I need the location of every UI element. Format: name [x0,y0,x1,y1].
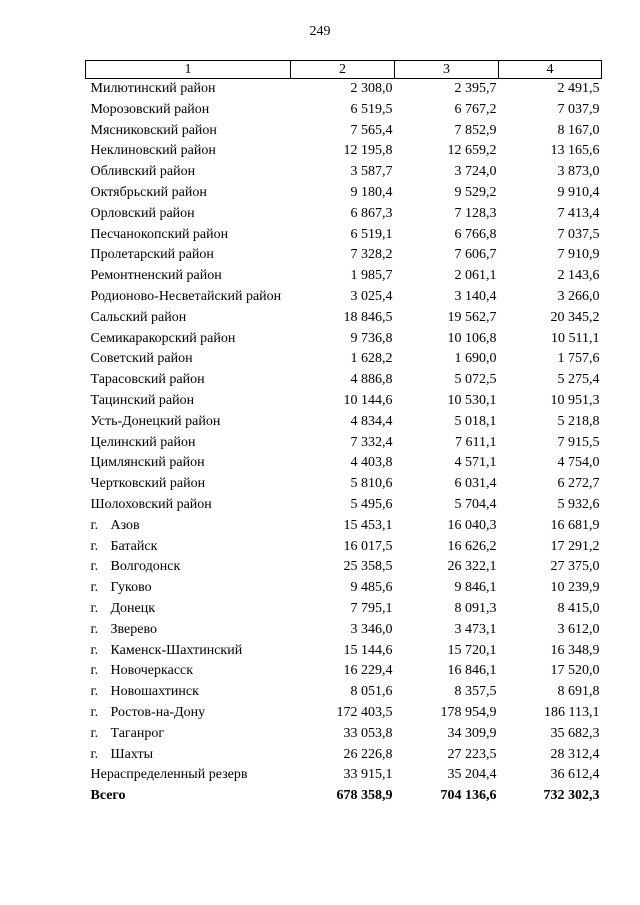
value-col-4: 20 345,2 [550,309,600,325]
value-col-4: 3 612,0 [557,621,600,637]
row-name-cell [86,703,291,724]
value-col-3: 16 040,3 [447,517,497,533]
table-row [86,162,602,183]
value-col-4: 16 348,9 [550,642,600,658]
value-col-4: 4 754,0 [557,455,600,471]
table-body [86,79,602,807]
value-col-3: 6 767,2 [454,101,497,117]
value-col-2: 6 519,1 [350,226,393,242]
row-name-cell [86,724,291,745]
value-col-3: 4 571,1 [454,455,497,471]
row-name: Неклиновский район [90,143,216,159]
value-col-3: 16 846,1 [447,663,497,679]
row-name: Новошахтинск [110,684,199,700]
row-name: Семикаракорский район [90,330,236,346]
row-name: Октябрьский район [90,184,207,200]
value-col-3: 10 530,1 [447,392,497,408]
row-name-cell [86,245,291,266]
row-name-cell [86,557,291,578]
row-name-cell [86,287,291,308]
value-col-4: 5 932,6 [557,496,600,512]
value-col-4: 5 218,8 [557,413,600,429]
row-name: Каменск-Шахтинский [110,642,243,658]
city-prefix: г. [90,517,99,533]
row-name-cell [86,308,291,329]
table-row [86,349,602,370]
row-name-cell [86,537,291,558]
row-name: Усть-Донецкий район [90,413,221,429]
row-name-cell [86,682,291,703]
value-col-2: 5 495,6 [350,496,393,512]
city-prefix: г. [90,746,99,762]
table-row [86,765,602,786]
budget-table [85,60,602,807]
value-col-4: 3 266,0 [557,288,600,304]
value-col-2: 1 628,2 [350,351,393,367]
table-row [86,100,602,121]
table-row [86,516,602,537]
row-name-cell [86,495,291,516]
table-row [86,745,602,766]
row-name: Шахты [110,746,154,762]
row-name-cell [86,474,291,495]
row-name-cell [86,599,291,620]
value-col-4: 7 037,5 [557,226,600,242]
table-row [86,433,602,454]
table-row [86,495,602,516]
value-col-3: 178 954,9 [440,704,497,720]
column-header-4: 4 [499,61,602,79]
value-col-4: 2 491,5 [557,81,600,96]
value-col-4: 7 037,9 [557,101,600,117]
value-col-2: 16 017,5 [343,538,393,554]
table-row [86,703,602,724]
value-col-4: 5 275,4 [557,372,600,388]
table-row [86,79,602,100]
value-col-2: 25 358,5 [343,559,393,575]
value-col-2: 1 985,7 [350,268,393,284]
row-name: Целинский район [90,434,196,450]
row-name: Шолоховский район [90,496,212,512]
total-row [86,786,602,807]
value-col-3: 26 322,1 [447,559,497,575]
row-name-cell [86,225,291,246]
city-prefix: г. [90,663,99,679]
row-name-cell [86,433,291,454]
row-name-cell [86,349,291,370]
city-prefix: г. [90,684,99,700]
value-col-4: 1 757,6 [557,351,600,367]
value-col-3: 1 690,0 [454,351,497,367]
value-col-4: 8 415,0 [557,600,600,616]
table-row [86,370,602,391]
value-col-2: 15 453,1 [343,517,393,533]
value-col-2: 15 144,6 [343,642,393,658]
table-row [86,599,602,620]
row-name-cell [86,765,291,786]
value-col-3: 12 659,2 [447,143,497,159]
value-col-4: 10 951,3 [550,392,600,408]
table-row [86,620,602,641]
value-col-3: 3 724,0 [454,164,497,180]
row-name-cell [86,100,291,121]
row-name-cell [86,661,291,682]
row-name-cell [86,121,291,142]
value-col-2: 33 053,8 [343,725,393,741]
table-row [86,474,602,495]
city-prefix: г. [90,600,99,616]
value-col-2: 4 403,8 [350,455,393,471]
city-prefix: г. [90,725,99,741]
row-name-cell [86,516,291,537]
value-col-2: 18 846,5 [343,309,393,325]
row-name-cell [86,204,291,225]
city-prefix: г. [90,559,99,575]
table-row [86,724,602,745]
row-name: Орловский район [90,205,195,221]
table-row [86,578,602,599]
value-col-4: 7 413,4 [557,205,600,221]
row-name-cell [86,183,291,204]
value-col-4: 17 291,2 [550,538,600,554]
row-name-cell [86,141,291,162]
row-name: Мясниковский район [90,122,217,138]
value-col-3: 19 562,7 [447,309,497,325]
row-name: Новочеркасск [110,663,194,679]
value-col-4: 6 272,7 [557,476,600,492]
value-col-3: 8 357,5 [454,684,497,700]
value-col-4: 27 375,0 [550,559,600,575]
row-name: Морозовский район [90,101,210,117]
table-header-row [86,61,602,79]
value-col-2: 6 867,3 [350,205,393,221]
value-col-2: 16 229,4 [343,663,393,679]
table-row [86,141,602,162]
row-name: Зверево [110,621,157,637]
value-col-3: 5 072,5 [454,372,497,388]
row-name: Милютинский район [90,81,216,96]
city-prefix: г. [90,621,99,637]
value-col-3: 2 061,1 [454,268,497,284]
table-row [86,682,602,703]
row-name-cell [86,391,291,412]
row-name: Донецк [110,600,156,616]
value-col-3: 6 031,4 [454,476,497,492]
row-name: Азов [110,517,140,533]
table-row [86,412,602,433]
value-col-2: 3 346,0 [350,621,393,637]
row-name: Ростов-на-Дону [110,704,206,720]
value-col-4: 9 910,4 [557,184,600,200]
table-row [86,121,602,142]
row-name: Таганрог [110,725,165,741]
table-row [86,183,602,204]
row-name: Родионово-Несветайский район [90,288,282,304]
table-row [86,287,602,308]
value-col-2: 6 519,5 [350,101,393,117]
value-col-2: 3 587,7 [350,164,393,180]
value-col-4: 13 165,6 [550,143,600,159]
row-name: Чертковский район [90,476,206,492]
value-col-2: 172 403,5 [336,704,393,720]
value-col-3: 3 140,4 [454,288,497,304]
value-col-3: 15 720,1 [447,642,497,658]
row-name: Батайск [110,538,158,554]
row-name-cell [86,266,291,287]
row-name: Гуково [110,580,152,596]
row-name: Тарасовский район [90,372,205,388]
value-col-3: 10 106,8 [447,330,497,346]
value-col-2: 4 834,4 [350,413,393,429]
value-col-4: 3 873,0 [557,164,600,180]
row-name: Ремонтненский район [90,268,222,284]
total-col-3: 704 136,6 [440,788,497,804]
row-name-cell [86,620,291,641]
value-col-3: 7 128,3 [454,205,497,221]
value-col-4: 17 520,0 [550,663,600,679]
value-col-4: 36 612,4 [550,767,600,783]
value-col-2: 4 886,8 [350,372,393,388]
row-name-cell [86,641,291,662]
value-col-3: 7 611,1 [455,434,497,450]
table-row [86,329,602,350]
row-name: Пролетарский район [90,247,214,263]
row-name: Нераспределенный резерв [90,767,248,783]
value-col-4: 8 167,0 [557,122,600,138]
value-col-2: 8 051,6 [350,684,393,700]
table-row [86,661,602,682]
row-name-cell [86,162,291,183]
value-col-4: 7 915,5 [557,434,600,450]
city-prefix: г. [90,580,99,596]
column-header-3: 3 [395,61,499,79]
table-row [86,537,602,558]
value-col-3: 16 626,2 [447,538,497,554]
column-header-1: 1 [86,61,291,79]
value-col-3: 2 395,7 [454,81,497,96]
row-name-cell [86,412,291,433]
table-row [86,641,602,662]
row-name-cell [86,329,291,350]
value-col-3: 27 223,5 [447,746,497,762]
value-col-3: 9 529,2 [454,184,497,200]
row-name-cell [86,370,291,391]
value-col-2: 7 795,1 [350,600,393,616]
table-row [86,204,602,225]
value-col-3: 9 846,1 [454,580,497,596]
city-prefix: г. [90,642,99,658]
row-name: Обливский район [90,164,196,180]
value-col-3: 35 204,4 [447,767,497,783]
city-prefix: г. [90,538,99,554]
value-col-4: 2 143,6 [557,268,600,284]
value-col-2: 33 915,1 [343,767,393,783]
table-row [86,391,602,412]
value-col-2: 10 144,6 [343,392,393,408]
city-prefix: г. [90,704,99,720]
value-col-4: 186 113,1 [544,704,600,720]
table-row [86,245,602,266]
row-name-cell [86,578,291,599]
value-col-2: 26 226,8 [343,746,393,762]
value-col-3: 8 091,3 [454,600,497,616]
value-col-4: 35 682,3 [550,725,600,741]
table-row [86,453,602,474]
value-col-2: 7 328,2 [350,247,393,263]
value-col-4: 10 239,9 [550,580,600,596]
total-label: Всего [90,788,126,804]
value-col-3: 6 766,8 [454,226,497,242]
total-col-2: 678 358,9 [336,788,393,804]
value-col-2: 12 195,8 [343,143,393,159]
value-col-2: 9 180,4 [350,184,393,200]
row-name: Волгодонск [110,559,181,575]
value-col-3: 5 018,1 [454,413,497,429]
row-name: Цимлянский район [90,455,205,471]
value-col-2: 7 565,4 [350,122,393,138]
value-col-2: 7 332,4 [350,434,393,450]
value-col-2: 5 810,6 [350,476,393,492]
value-col-2: 9 736,8 [350,330,393,346]
row-name-cell [86,745,291,766]
row-name: Советский район [90,351,193,367]
total-col-4: 732 302,3 [543,788,600,804]
table-row [86,266,602,287]
column-header-2: 2 [291,61,395,79]
value-col-4: 7 910,9 [557,247,600,263]
value-col-4: 28 312,4 [550,746,600,762]
value-col-4: 16 681,9 [550,517,600,533]
value-col-2: 9 485,6 [350,580,393,596]
value-col-2: 3 025,4 [350,288,393,304]
value-col-3: 3 473,1 [454,621,497,637]
table-row [86,225,602,246]
page-number: 249 [309,24,331,39]
value-col-2: 2 308,0 [350,81,393,96]
row-name: Сальский район [90,309,187,325]
value-col-3: 7 606,7 [454,247,497,263]
table-row [86,557,602,578]
value-col-3: 34 309,9 [447,725,497,741]
row-name-cell [86,453,291,474]
value-col-4: 8 691,8 [557,684,600,700]
row-name-cell [86,79,291,100]
value-col-3: 5 704,4 [454,496,497,512]
value-col-3: 7 852,9 [454,122,497,138]
row-name: Тацинский район [90,392,195,408]
row-name: Песчанокопский район [90,226,229,242]
table-row [86,308,602,329]
value-col-4: 10 511,1 [551,330,600,346]
